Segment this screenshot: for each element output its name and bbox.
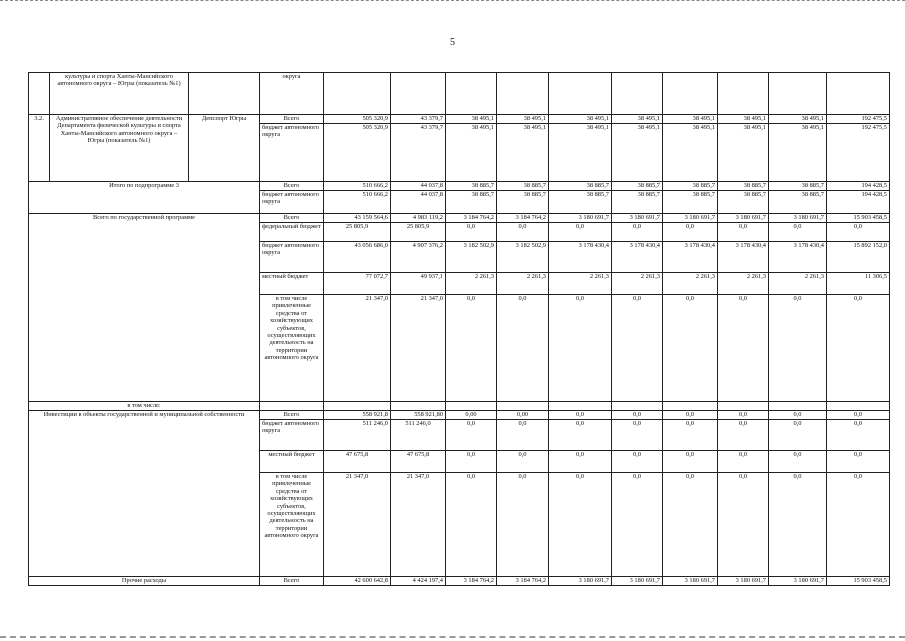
value-cell: 0,0 [827,223,890,242]
value-cell: 38 885,7 [663,182,718,191]
table-cell [549,73,612,115]
event-name: культуры и спорта Ханты-Мансийского автономного округа – Югры (показатель №1) [50,73,189,115]
value-cell: 0,0 [769,411,827,420]
value-cell: 194 428,5 [827,182,890,191]
value-cell: 0,0 [718,295,769,402]
value-cell: 505 320,9 [324,124,391,182]
value-cell: 15 903 458,5 [827,577,890,586]
value-cell: 38 885,7 [718,191,769,214]
investments-label: Инвестиции в объекты государственной и муниципальной собственности [29,411,260,577]
value-cell: 0,0 [718,420,769,451]
value-cell: 11 306,5 [827,273,890,295]
table-cell [718,402,769,411]
value-cell: 3 184 764,2 [497,214,549,223]
value-cell: 21 347,0 [324,295,391,402]
value-cell: 38 495,1 [446,115,497,124]
value-cell: 192 475,5 [827,124,890,182]
value-cell: 0,0 [663,223,718,242]
funding-source: Всего [260,115,324,124]
value-cell: 0,0 [769,223,827,242]
table-cell [612,73,663,115]
value-cell: 3 178 430,4 [718,242,769,273]
table-cell [663,402,718,411]
value-cell: 0,0 [612,451,663,473]
funding-source: в том числе привлеченные средства от хозяйствующих субъектов, осуществляющих деятельность на территории автономного округа [260,473,324,577]
value-cell: 0,0 [718,473,769,577]
funding-source: в том числе привлеченные средства от хозяйствующих субъектов, осуществляющих деятельность на территории автономного округа [260,295,324,402]
value-cell: 0,00 [497,411,549,420]
row-number: 3.2. [29,115,50,182]
value-cell: 0,0 [827,473,890,577]
table-row [29,214,890,223]
table-cell [612,402,663,411]
value-cell: 38 495,1 [612,115,663,124]
value-cell: 21 347,0 [391,473,446,577]
funding-source: бюджет автономного округа [260,124,324,182]
value-cell: 3 182 502,9 [497,242,549,273]
table-cell [718,73,769,115]
value-cell: 0,0 [663,420,718,451]
value-cell: 21 347,0 [391,295,446,402]
value-cell: 3 184 764,2 [497,577,549,586]
event-name: Административное обеспечение деятельности Департамента физической культуры и спорта Ханты-Мансийского автономного округа – Югры (показатель №1) [50,115,189,182]
value-cell: 0,0 [612,223,663,242]
value-cell: 2 261,3 [718,273,769,295]
value-cell: 2 261,3 [549,273,612,295]
funding-source: Всего [260,411,324,420]
value-cell: 49 937,1 [391,273,446,295]
value-cell: 2 261,3 [769,273,827,295]
value-cell: 25 805,9 [391,223,446,242]
value-cell: 505 320,9 [324,115,391,124]
value-cell: 38 495,1 [718,124,769,182]
value-cell: 0,0 [549,420,612,451]
value-cell: 38 495,1 [497,115,549,124]
value-cell: 558 921,8 [324,411,391,420]
value-cell: 511 246,0 [391,420,446,451]
value-cell: 3 180 691,7 [769,214,827,223]
table-cell [827,73,890,115]
value-cell: 0,0 [549,295,612,402]
value-cell: 38 495,1 [718,115,769,124]
value-cell: 42 600 642,8 [324,577,391,586]
funding-source: бюджет автономного округа [260,242,324,273]
value-cell: 0,0 [769,451,827,473]
value-cell: 2 261,3 [446,273,497,295]
value-cell: 0,0 [612,295,663,402]
value-cell: 38 885,7 [612,182,663,191]
value-cell: 3 180 691,7 [612,214,663,223]
value-cell: 15 892 152,0 [827,242,890,273]
funding-source: федеральный бюджет [260,223,324,242]
value-cell: 0,0 [769,295,827,402]
value-cell: 0,0 [612,420,663,451]
value-cell: 0,0 [612,411,663,420]
table-row [29,411,890,420]
program-total-label: Всего по государственной программе [29,214,260,402]
table-cell [497,402,549,411]
value-cell: 21 347,0 [324,473,391,577]
table-cell [446,73,497,115]
value-cell: 3 180 691,7 [549,577,612,586]
value-cell: 3 182 502,9 [446,242,497,273]
value-cell: 3 178 430,4 [663,242,718,273]
table-cell [663,73,718,115]
value-cell: 44 037,8 [391,182,446,191]
funding-source: округа [260,73,324,115]
value-cell: 0,0 [497,420,549,451]
value-cell: 38 495,1 [549,115,612,124]
value-cell: 3 180 691,7 [663,577,718,586]
value-cell: 38 495,1 [769,124,827,182]
value-cell: 0,0 [549,223,612,242]
value-cell: 77 072,7 [324,273,391,295]
value-cell: 4 424 197,4 [391,577,446,586]
value-cell: 510 666,2 [324,191,391,214]
value-cell: 38 885,7 [612,191,663,214]
value-cell: 0,0 [497,295,549,402]
table-cell [260,402,324,411]
table-cell [497,73,549,115]
value-cell: 47 675,8 [324,451,391,473]
value-cell: 47 675,8 [391,451,446,473]
table-row [29,402,890,411]
value-cell: 38 495,1 [497,124,549,182]
value-cell: 43 379,7 [391,115,446,124]
value-cell: 38 885,7 [446,182,497,191]
table-cell [391,402,446,411]
table-cell [769,402,827,411]
value-cell: 0,0 [663,451,718,473]
other-expenses-label: Прочие расходы [29,577,260,586]
table-cell [391,73,446,115]
value-cell: 0,0 [549,451,612,473]
value-cell: 43 379,7 [391,124,446,182]
value-cell: 3 184 764,2 [446,214,497,223]
value-cell: 0,00 [446,411,497,420]
value-cell: 0,0 [446,451,497,473]
value-cell: 3 180 691,7 [549,214,612,223]
value-cell: 3 180 691,7 [769,577,827,586]
funding-source: Всего [260,182,324,191]
funding-source: Всего [260,214,324,223]
value-cell: 4 907 376,2 [391,242,446,273]
value-cell: 4 983 119,2 [391,214,446,223]
table-cell [769,73,827,115]
value-cell: 0,0 [612,473,663,577]
value-cell: 38 885,7 [663,191,718,214]
value-cell: 0,0 [497,451,549,473]
value-cell: 510 666,2 [324,182,391,191]
value-cell: 194 428,5 [827,191,890,214]
executor: Депспорт Югры [189,115,260,182]
value-cell: 43 159 564,6 [324,214,391,223]
table-cell [324,402,391,411]
value-cell: 3 180 691,7 [718,214,769,223]
value-cell: 38 495,1 [549,124,612,182]
value-cell: 511 246,0 [324,420,391,451]
budget-table [28,72,890,586]
value-cell: 38 495,1 [769,115,827,124]
executor [189,73,260,115]
value-cell: 0,0 [827,411,890,420]
value-cell: 43 056 686,0 [324,242,391,273]
value-cell: 0,0 [663,295,718,402]
table-row [29,115,890,124]
value-cell: 38 495,1 [446,124,497,182]
value-cell: 3 180 691,7 [663,214,718,223]
value-cell: 44 037,8 [391,191,446,214]
page-number: 5 [450,37,455,48]
value-cell: 558 921,80 [391,411,446,420]
funding-source: Всего [260,577,324,586]
value-cell: 0,0 [549,473,612,577]
value-cell: 0,0 [769,473,827,577]
value-cell: 3 178 430,4 [549,242,612,273]
value-cell: 38 885,7 [446,191,497,214]
value-cell: 0,0 [446,295,497,402]
table-row [29,577,890,586]
value-cell: 38 885,7 [718,182,769,191]
value-cell: 0,0 [827,451,890,473]
value-cell: 0,0 [663,411,718,420]
subtotal-label: Итого по подпрограмме 3 [29,182,260,214]
funding-source: местный бюджет [260,273,324,295]
value-cell: 38 885,7 [549,182,612,191]
value-cell: 38 495,1 [663,124,718,182]
value-cell: 38 885,7 [769,191,827,214]
value-cell: 0,0 [446,473,497,577]
value-cell: 0,0 [446,223,497,242]
value-cell: 3 184 764,2 [446,577,497,586]
funding-source: местный бюджет [260,451,324,473]
value-cell: 0,0 [549,411,612,420]
table-row [29,73,890,115]
value-cell: 15 903 458,5 [827,214,890,223]
scan-edge-bottom [0,636,905,641]
value-cell: 192 475,5 [827,115,890,124]
value-cell: 25 805,9 [324,223,391,242]
value-cell: 0,0 [446,420,497,451]
value-cell: 0,0 [827,295,890,402]
value-cell: 2 261,3 [612,273,663,295]
table-cell [827,402,890,411]
value-cell: 3 180 691,7 [718,577,769,586]
value-cell: 38 885,7 [769,182,827,191]
value-cell: 0,0 [718,411,769,420]
row-number [29,73,50,115]
value-cell: 3 178 430,4 [612,242,663,273]
value-cell: 0,0 [663,473,718,577]
value-cell: 2 261,3 [497,273,549,295]
table-cell [324,73,391,115]
scan-edge-top [0,0,905,3]
value-cell: 38 885,7 [497,191,549,214]
table-cell [446,402,497,411]
value-cell: 38 885,7 [497,182,549,191]
value-cell: 38 885,7 [549,191,612,214]
table-row [29,182,890,191]
value-cell: 3 178 430,4 [769,242,827,273]
value-cell: 0,0 [497,223,549,242]
value-cell: 0,0 [827,420,890,451]
including-label: в том числе: [29,402,260,411]
funding-source: бюджет автономного округа [260,420,324,451]
value-cell: 0,0 [718,451,769,473]
value-cell: 38 495,1 [663,115,718,124]
value-cell: 3 180 691,7 [612,577,663,586]
table-cell [549,402,612,411]
value-cell: 38 495,1 [612,124,663,182]
value-cell: 0,0 [769,420,827,451]
value-cell: 0,0 [497,473,549,577]
value-cell: 2 261,3 [663,273,718,295]
value-cell: 0,0 [718,223,769,242]
funding-source: бюджет автономного округа [260,191,324,214]
